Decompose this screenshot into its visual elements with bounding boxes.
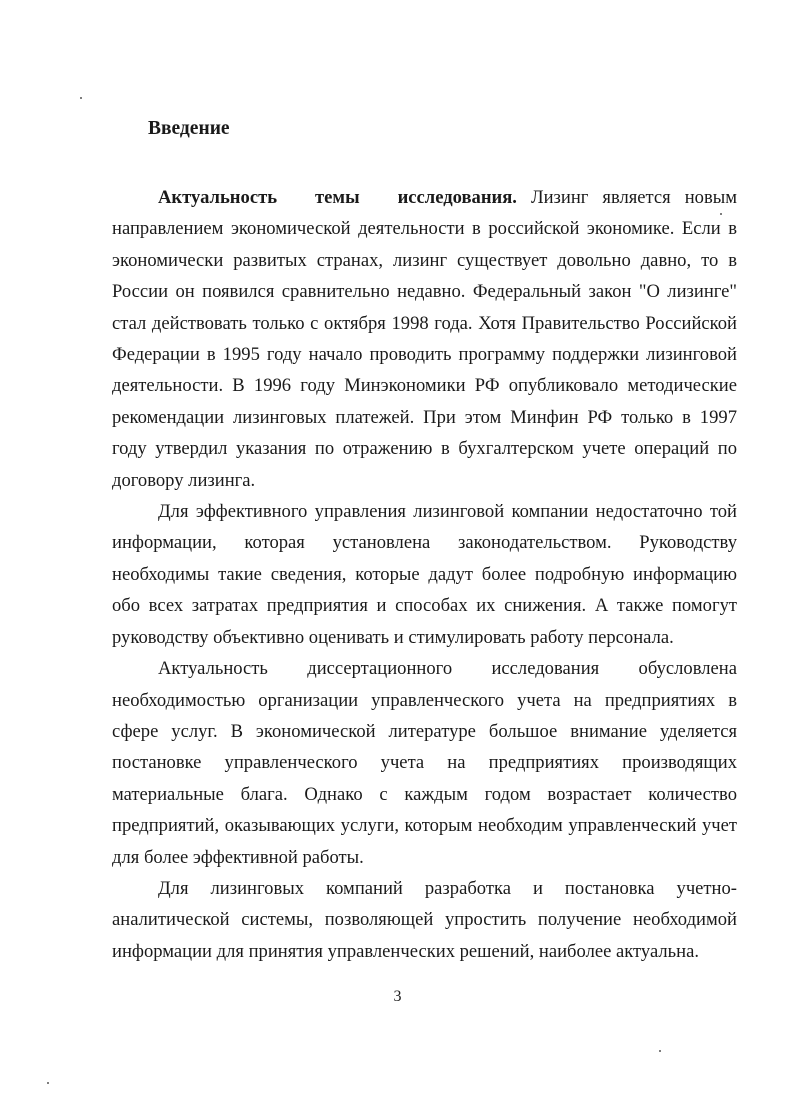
section-heading: Введение	[148, 118, 230, 139]
scan-speck	[47, 1082, 49, 1084]
paragraph-4: Для лизинговых компаний разработка и постановка учетно-аналитической системы, позволяющей упростить получение необходимой информации для принятия управленческих решений, наиболее актуальна.	[112, 877, 737, 962]
scan-speck	[659, 1050, 661, 1052]
paragraph-2: Для эффективного управления лизинговой компании недостаточно той информации, которая установлена законодательством. Руководству необходимы такие сведения, которые дадут более подробную информацию обо всех затратах предприятия и способах их снижения. А также помогут руководству объективно оценивать и стимулировать работу персонала.	[112, 501, 737, 648]
body-text	[112, 182, 737, 967]
paragraph-1	[112, 182, 737, 496]
paragraph-lead: Актуальность темы исследования.	[158, 187, 517, 208]
paragraph-3: Актуальность диссертационного исследования обусловлена необходимостью организации управленческого учета на предприятиях в сфере услуг. В экономической литературе большое внимание уделяется постановке управленческого учета на предприятиях производящих материальные блага. Однако с каждым годом возрастает количество предприятий, оказывающих услуги, которым необходим управленческий учет для более эффективной работы.	[112, 658, 737, 868]
paragraph-text: Лизинг является новым направлением экономической деятельности в российской экономике. Если в экономически развитых странах, лизинг существует довольно давно, то в России он появился сравнительно недавно. Федеральный закон "О лизинге" стал действовать только с октября 1998 года. Хотя Правительство Российской Федерации в 1995 году начало проводить программу поддержки лизинговой деятельности. В 1996 году Минэкономики РФ опубликовало методические рекомендации лизинговых платежей. При этом Минфин РФ только в 1997 году утвердил указания по отражению в бухгалтерском учете операций по договору лизинга.	[112, 187, 737, 491]
scan-speck	[80, 97, 82, 99]
page-number: 3	[393, 988, 402, 1005]
